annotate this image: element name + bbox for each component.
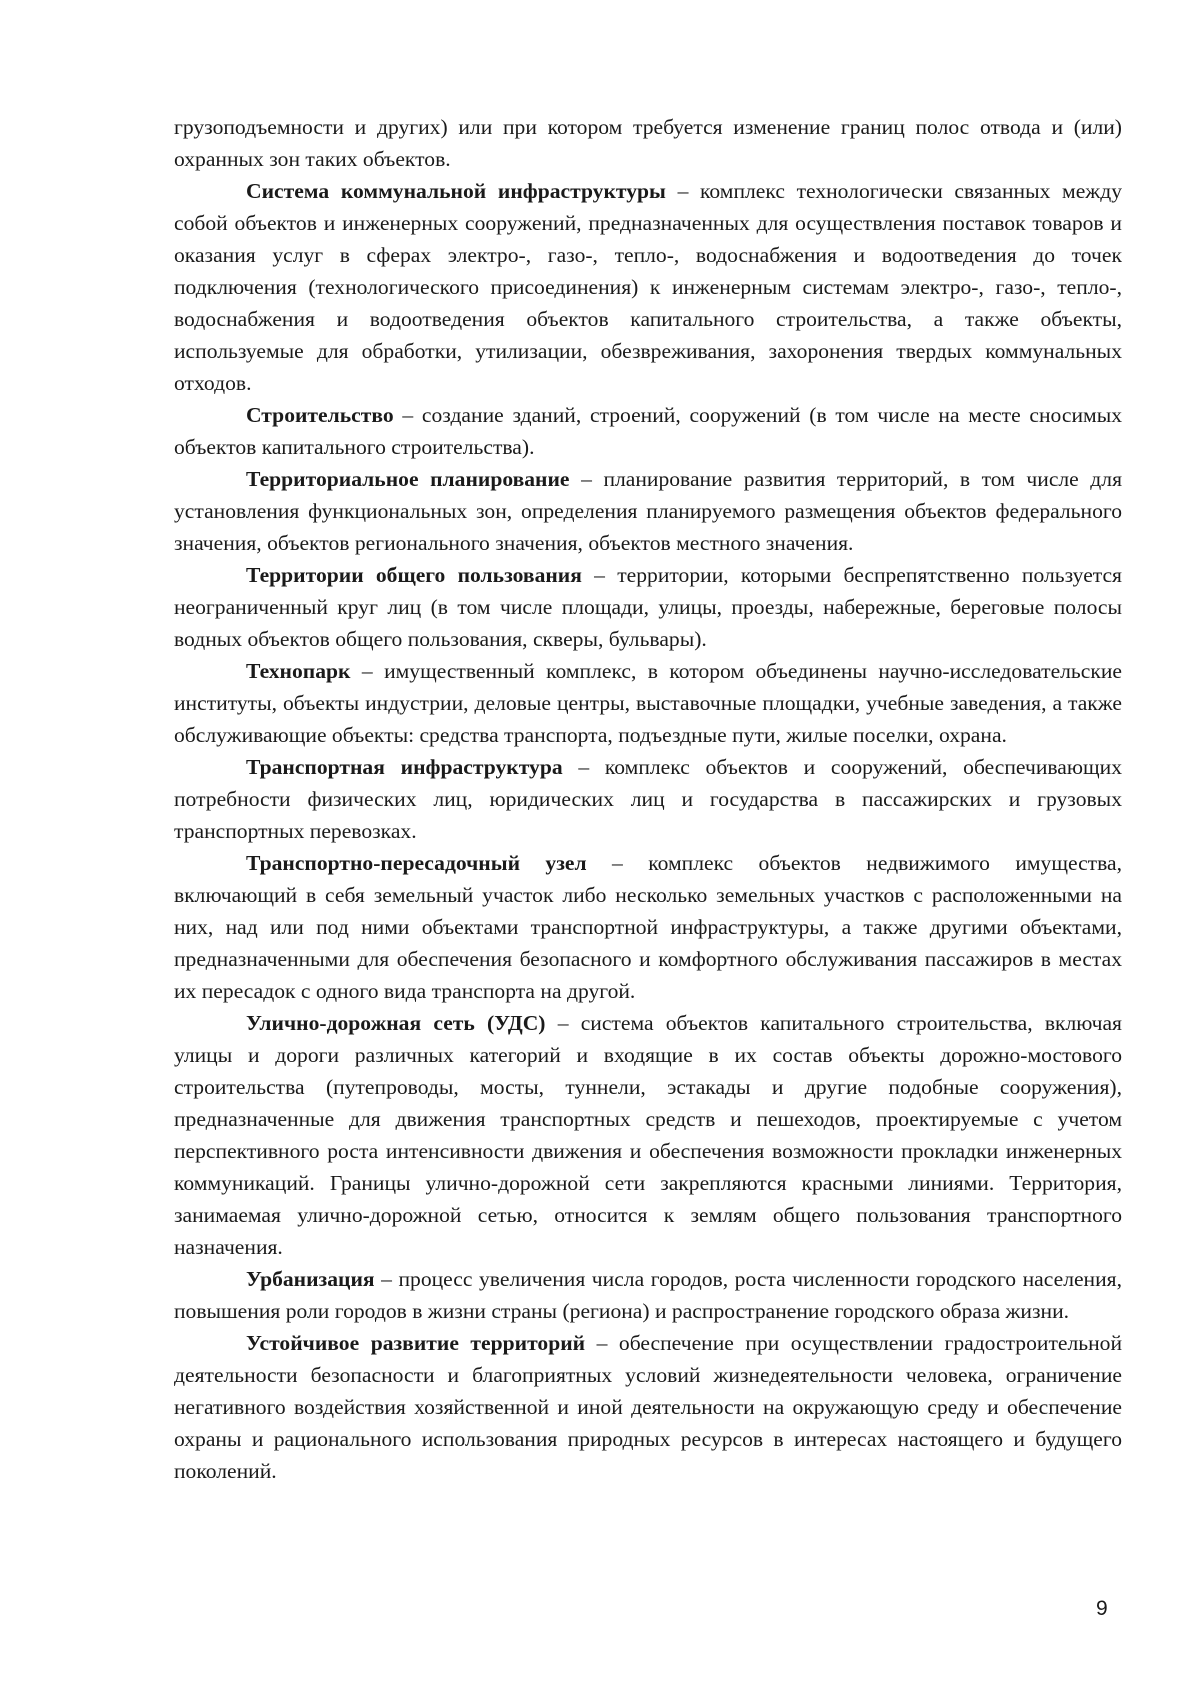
page-number: 9 [1096,1597,1108,1620]
definition-text: комплекс технологически связанных между собой объектов и инженерных сооружений, предназначенных для осуществления поставок товаров и оказания услуг в сферах электро-, газо-, тепло-, водоснабжения и водоотведения до точек подключения (технологического присоединения) к инженерным системам электро-, газо-, тепло-, водоснабжения и водоотведения объектов капитального строительства, а также объекты, используемые для обработки, утилизации, обезвреживания, захоронения твердых коммунальных отходов. [174,179,1123,395]
definition-text: процесс увеличения числа городов, роста численности городского населения, повышения роли городов в жизни страны (региона) и распространение городского образа жизни. [174,1267,1123,1323]
definition-separator: – [545,1011,581,1035]
definition-text: территории, которыми беспрепятственно пользуется неограниченный круг лиц (в том числе площади, улицы, проезды, набережные, береговые полосы водных объектов общего пользования, скверы, бульвары). [174,563,1122,651]
definition-term: Устойчивое развитие территорий [246,1331,586,1355]
document-body [174,111,1122,1487]
definition-term: Транспортная инфраструктура [246,755,563,779]
definition-separator: – [562,755,605,779]
definition-term: Урбанизация [246,1267,375,1291]
definition-separator: – [586,851,649,875]
definition-paragraph [174,751,1122,847]
definition-paragraph [174,399,1122,463]
definition-term: Территории общего пользования [246,563,582,587]
definition-term: Территориальное планирование [246,467,570,491]
definition-text: создание зданий, строений, сооружений (в том числе на месте сносимых объектов капитального строительства). [174,403,1123,459]
definition-text: имущественный комплекс, в котором объединены научно-исследовательские институты, объекты индустрии, деловые центры, выставочные площадки, учебные заведения, а также обслуживающие объекты: средства транспорта, подъездные пути, жилые поселки, охрана. [174,659,1123,747]
definition-separator: – [581,563,618,587]
definition-paragraph [174,559,1122,655]
definition-paragraph [174,1263,1122,1327]
definition-term: Система коммунальной инфраструктуры [246,179,666,203]
definition-paragraph [174,1007,1122,1263]
definition-separator: – [374,1267,399,1291]
definition-paragraph [174,463,1122,559]
definition-term: Транспортно-пересадочный узел [246,851,587,875]
definition-separator: – [569,467,604,491]
definition-paragraph [174,1327,1122,1487]
definition-text: комплекс объектов недвижимого имущества, включающий в себя земельный участок либо несколько земельных участков с расположенными на них, над или под ними объектами транспортной инфраструктуры, а также другими объектами, предназначенными для обеспечения безопасного и комфортного обслуживания пассажиров в местах их пересадок с одного вида транспорта на другой. [174,851,1122,1003]
definition-term: Строительство [246,403,394,427]
definition-text: планирование развития территорий, в том числе для установления функциональных зон, определения планируемого размещения объектов федерального значения, объектов регионального значения, объектов местного значения. [174,467,1123,555]
definition-paragraph [174,175,1122,399]
definition-separator: – [585,1331,619,1355]
definition-text: обеспечение при осуществлении градостроительной деятельности безопасности и благоприятных условий жизнедеятельности человека, ограничение негативного воздействия хозяйственной и иной деятельности на окружающую среду и обеспечение охраны и рационального использования природных ресурсов в интересах настоящего и будущего поколений. [174,1331,1123,1483]
definition-term: Технопарк [246,659,351,683]
definition-paragraph [174,655,1122,751]
definition-text: комплекс объектов и сооружений, обеспечивающих потребности физических лиц, юридических лиц и государства в пассажирских и грузовых транспортных перевозках. [174,755,1122,843]
definition-separator: – [393,403,422,427]
definition-paragraph [174,847,1122,1007]
definition-text: система объектов капитального строительства, включая улицы и дороги различных категорий и входящие в их состав объекты дорожно-мостового строительства (путепроводы, мосты, туннели, эстакады и другие подобные сооружения), предназначенные для движения транспортных средств и пешеходов, проектируемые с учетом перспективного роста интенсивности движения и обеспечения возможности прокладки инженерных коммуникаций. Границы улично-дорожной сети закрепляются красными линиями. Территория, занимаемая улично-дорожной сетью, относится к землям общего пользования транспортного назначения. [174,1011,1122,1259]
definition-term: Улично-дорожная сеть (УДС) [246,1011,546,1035]
definition-separator: – [350,659,385,683]
continuation-paragraph: грузоподъемности и других) или при котором требуется изменение границ полос отвода и (или) охранных зон таких объектов. [174,115,1122,171]
definition-separator: – [665,179,701,203]
